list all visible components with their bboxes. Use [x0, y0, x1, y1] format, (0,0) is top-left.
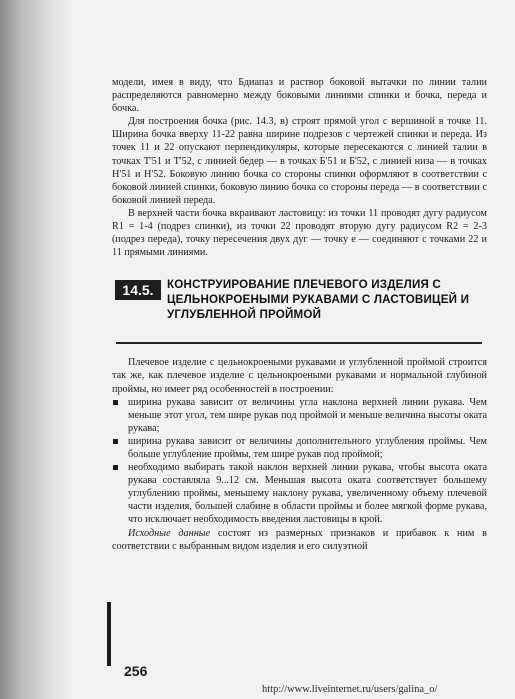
- scan-edge-shadow: [0, 0, 74, 699]
- section-number: 14.5.: [115, 280, 161, 300]
- paragraph-3: В верхней части бочка вкраивают ластовицу: из точки 11 проводят дугу радиусом R1 = 1-4 (подрез спинки), из точки 22 проводят вторую дугу радиусом R2 = 2-3 (подрез переда), точку пересечения двух дуг — точку е — соединяют с точками 22 и 11 прямыми линиями.: [112, 207, 487, 259]
- intro-paragraph: Плечевое изделие с цельнокроеными рукавами и углубленной проймой строится так же, как плечевое изделие с цельнокроеными рукавами и нормальной глубиной проймы, но имеет ряд особенностей в построении:: [112, 357, 487, 395]
- bullet-icon: [113, 439, 118, 444]
- book-page: [112, 76, 487, 553]
- section-header: [112, 278, 487, 344]
- italic-term: Исходные данные: [128, 527, 211, 539]
- bullet-icon: [113, 465, 118, 470]
- section-body: [112, 356, 487, 552]
- bullet-icon: [113, 400, 118, 405]
- section-underline: [116, 342, 482, 344]
- list-item: необходимо выбирать такой наклон верхней линии рукава, чтобы высота оката рукава составляла 9...12 см. Меньшая высота оката соответствует большему углублению проймы, меньшему наклону рукава, увеличенному объему плечевой части изделия, большей слабине в области проймы и более мягкой форме рукава, что исключает необходимость введения ластовицы в крой.: [112, 461, 487, 526]
- section-title: КОНСТРУИРОВАНИЕ ПЛЕЧЕВОГО ИЗДЕЛИЯ С ЦЕЛЬНОКРОЕНЫМИ РУКАВАМИ С ЛАСТОВИЦЕЙ И УГЛУБЛЕННОЙ ПРОЙМОЙ: [167, 278, 470, 321]
- page-number: 256: [124, 663, 148, 679]
- list-item: ширина рукава зависит от величины угла наклона верхней линии рукава. Чем меньше этот угол, тем шире рукав под проймой и меньше величина высоты оката рукава;: [112, 396, 487, 435]
- final-paragraph: Исходные данные состоят из размерных признаков и прибавок к ним в соответствии с выбранным видом изделия и его силуэтной: [112, 527, 487, 552]
- page-margin-bar: [107, 602, 111, 666]
- bullet-list: [112, 396, 487, 527]
- watermark-url: http://www.liveinternet.ru/users/galina_o/: [262, 684, 438, 695]
- paragraph-2: Для построения бочка (рис. 14.3, в) строят прямой угол с вершиной в точке 11. Ширина бочка вверху 11-22 равна ширине подрезов с чертежей спинки и переда. Из точек 11 и 22 опускают перпендикуляры, которые пересекаются с линией талии в точках Т'51 и Т'52, с линией бедер — в точках Б'51 и Б'52, с линией низа — в точках Н'51 и Н'52. Боковую линию бочка со стороны спинки оформляют в соответствии с боковой линией спинки, боковую линию бочка со стороны переда — в соответствии с боковой линией переда.: [112, 116, 487, 206]
- paragraph-1: модели, имея в виду, что Бдиапаз и раствор боковой вытачки по линии талии распределяются равномерно между боковыми линиями спинки и бочка, переда и бочка.: [112, 77, 487, 115]
- list-item: ширина рукава зависит от величины дополнительного углубления проймы. Чем больше углубление проймы, тем шире рукав под проймой;: [112, 435, 487, 461]
